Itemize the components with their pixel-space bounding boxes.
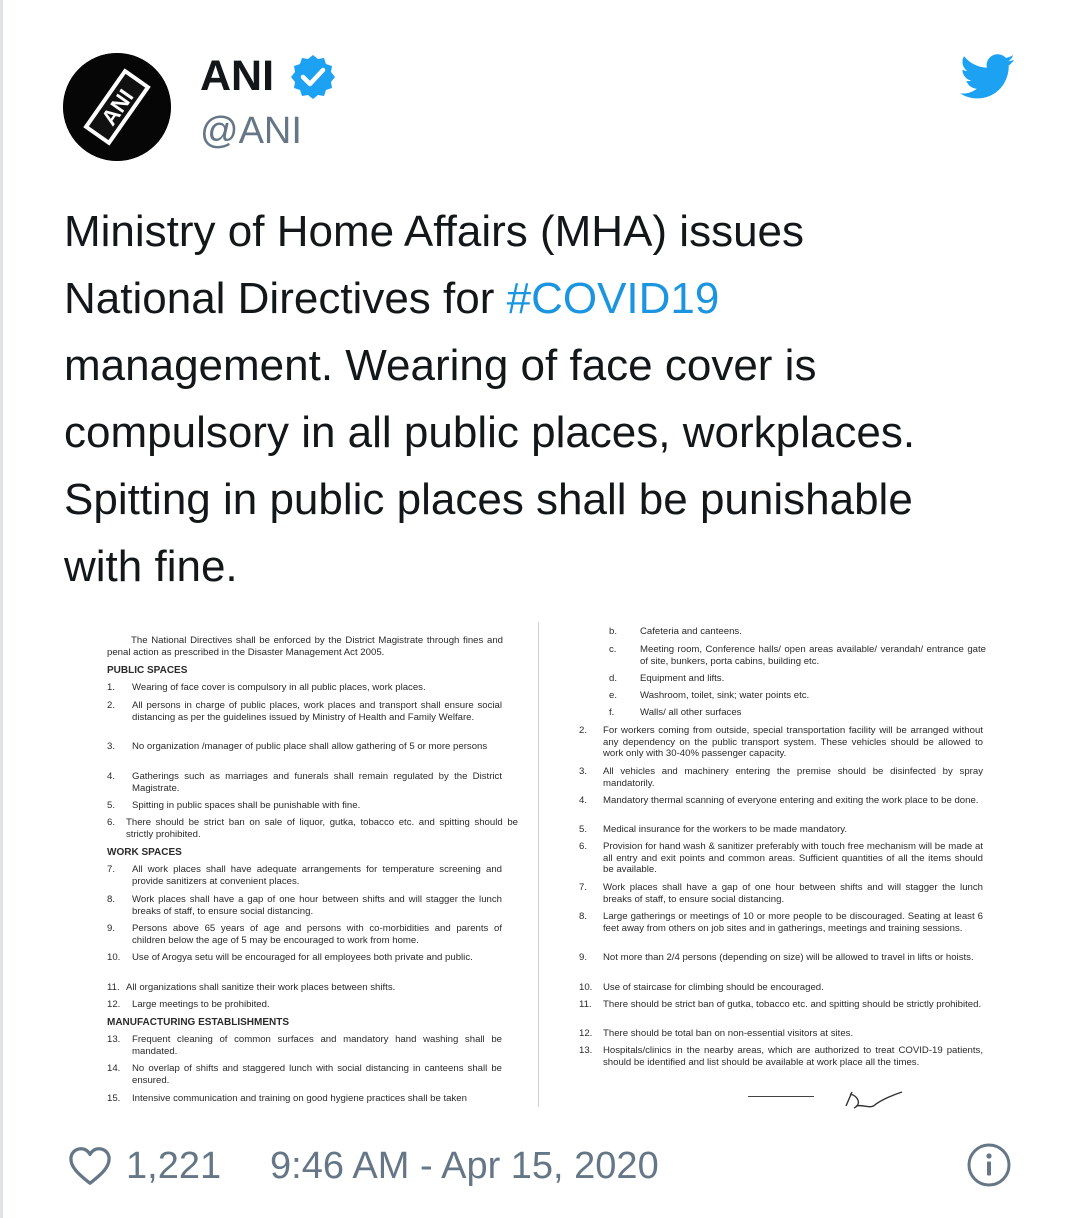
item-text: Mandatory thermal scanning of everyone entering and exiting the work place to be done. bbox=[603, 795, 979, 806]
item-text: Not more than 2/4 persons (depending on size) will be allowed to travel in lifts or hoists. bbox=[603, 952, 974, 963]
item-text: Large gatherings or meetings of 10 or more people to be discouraged. Seating at least 6 feet away from others on job sites and in gatherings, meetings and training sessions. bbox=[603, 911, 983, 934]
item-number: 10. bbox=[107, 952, 121, 963]
item-text: Washroom, toilet, sink; water points etc. bbox=[640, 690, 810, 701]
tweet-text bbox=[64, 198, 1024, 600]
item-text: Intensive communication and training on good hygiene practices shall be taken bbox=[132, 1093, 467, 1104]
item-text: Use of staircase for climbing should be encouraged. bbox=[603, 982, 824, 993]
item-text: Large meetings to be prohibited. bbox=[132, 999, 270, 1010]
item-number: 15. bbox=[107, 1093, 121, 1104]
section-heading: WORK SPACES bbox=[107, 847, 182, 858]
heart-icon[interactable] bbox=[68, 1146, 112, 1186]
item-text: All work places shall have adequate arrangements for temperature screening and provide sanitizers at convenient places. bbox=[132, 864, 502, 887]
item-text: All persons in charge of public places, work places and transport shall ensure social distancing as per the guidelines issued by Ministry of Health and Family Welfare. bbox=[132, 700, 502, 723]
svg-text:ANI: ANI bbox=[96, 84, 139, 130]
item-number: 3. bbox=[579, 766, 588, 777]
avatar[interactable] bbox=[63, 53, 171, 161]
item-text: Gatherings such as marriages and funerals shall remain regulated by the District Magistrate. bbox=[132, 771, 502, 794]
section-heading: PUBLIC SPACES bbox=[107, 665, 188, 676]
item-text: Provision for hand wash & sanitizer preferably with touch free mechanism will be made at all entry and exit points and common areas. Sufficient quantities of all the items should be available. bbox=[603, 841, 983, 875]
like-count[interactable]: 1,221 bbox=[126, 1145, 222, 1187]
item-number: 11. bbox=[107, 982, 120, 993]
tweet-line-text: National Directives for bbox=[64, 274, 507, 323]
tweet-line: Spitting in public places shall be punishable bbox=[64, 475, 913, 524]
tweet-line: compulsory in all public places, workplaces. bbox=[64, 408, 916, 457]
item-text: Persons above 65 years of age and persons with co-morbidities and parents of children below the age of 5 may be encouraged to work from home. bbox=[132, 923, 502, 946]
item-number: 6. bbox=[107, 817, 116, 828]
item-text: Work places shall have a gap of one hour between shifts and will stagger the lunch breaks of staff, to ensure social distancing. bbox=[132, 894, 502, 917]
item-number: b. bbox=[609, 626, 618, 637]
item-text: Meeting room, Conference halls/ open areas available/ verandah/ entrance gate of site, bunkers, porta cabins, building etc. bbox=[640, 644, 986, 667]
item-number: 5. bbox=[107, 800, 116, 811]
item-number: 12. bbox=[579, 1028, 593, 1039]
item-number: 13. bbox=[579, 1045, 593, 1056]
tweet-line: with fine. bbox=[64, 542, 238, 591]
item-number: f. bbox=[609, 707, 615, 718]
column-divider bbox=[538, 622, 539, 1107]
item-text: Walls/ all other surfaces bbox=[640, 707, 742, 718]
item-text: Spitting in public spaces shall be punishable with fine. bbox=[132, 800, 361, 811]
item-text: Work places shall have a gap of one hour between shifts and will stagger the lunch breaks of staff, to ensure social distancing. bbox=[603, 882, 983, 905]
item-number: 9. bbox=[107, 923, 116, 934]
item-text: All organizations shall sanitize their work places between shifts. bbox=[126, 982, 396, 993]
item-text: Frequent cleaning of common surfaces and mandatory hand washing shall be mandated. bbox=[132, 1034, 502, 1057]
item-number: 2. bbox=[107, 700, 116, 711]
signature-mark bbox=[842, 1086, 912, 1112]
item-number: c. bbox=[609, 644, 617, 655]
item-text: There should be strict ban of gutka, tobacco etc. and spitting should be strictly prohibited. bbox=[603, 999, 982, 1010]
verified-badge-icon bbox=[289, 53, 337, 101]
tweet-timestamp[interactable]: 9:46 AM - Apr 15, 2020 bbox=[270, 1145, 659, 1187]
item-number: d. bbox=[609, 673, 618, 684]
item-text: For workers coming from outside, special transportation facility will be arranged without any dependency on the public transport system. These vehicles should be allowed to work only with 30-40% passenger capacity. bbox=[603, 725, 983, 759]
item-text: No overlap of shifts and staggered lunch with social distancing in canteens shall be ensured. bbox=[132, 1063, 502, 1086]
item-text: There should be total ban on non-essential visitors at sites. bbox=[603, 1028, 854, 1039]
item-number: 2. bbox=[579, 725, 588, 736]
item-number: 10. bbox=[579, 982, 593, 993]
account-handle[interactable]: @ANI bbox=[200, 110, 302, 152]
item-text: All vehicles and machinery entering the premise should be disinfected by spray mandatorily. bbox=[603, 766, 983, 789]
item-number: 8. bbox=[579, 911, 588, 922]
hashtag-link[interactable]: #COVID19 bbox=[506, 274, 720, 323]
document-intro: The National Directives shall be enforced by the District Magistrate through fines and penal action as prescribed in the Disaster Management Act 2005. bbox=[107, 635, 503, 658]
item-text: No organization /manager of public place shall allow gathering of 5 or more persons bbox=[132, 741, 488, 752]
item-text: Wearing of face cover is compulsory in all public places, work places. bbox=[132, 682, 426, 693]
item-text: Cafeteria and canteens. bbox=[640, 626, 742, 637]
item-number: 6. bbox=[579, 841, 588, 852]
item-text: Hospitals/clinics in the nearby areas, which are authorized to treat COVID-19 patients, should be identified and list should be available at work place all the times. bbox=[603, 1045, 983, 1068]
signature-line bbox=[748, 1096, 814, 1097]
item-number: 4. bbox=[579, 795, 588, 806]
item-number: 7. bbox=[579, 882, 588, 893]
item-text: Medical insurance for the workers to be made mandatory. bbox=[603, 824, 848, 835]
info-icon[interactable] bbox=[966, 1142, 1012, 1188]
item-number: 13. bbox=[107, 1034, 121, 1045]
ani-logo bbox=[63, 53, 171, 161]
item-number: e. bbox=[609, 690, 618, 701]
tweet-line bbox=[64, 265, 1024, 332]
timeline-border bbox=[0, 0, 3, 1218]
item-number: 3. bbox=[107, 741, 116, 752]
item-text: Equipment and lifts. bbox=[640, 673, 725, 684]
item-text: Use of Arogya setu will be encouraged for all employees both private and public. bbox=[132, 952, 473, 963]
account-name[interactable]: ANI bbox=[200, 52, 275, 100]
item-number: 4. bbox=[107, 771, 116, 782]
section-heading: MANUFACTURING ESTABLISHMENTS bbox=[107, 1017, 290, 1028]
tweet-line: Ministry of Home Affairs (MHA) issues bbox=[64, 207, 805, 256]
attached-document-image[interactable] bbox=[60, 620, 1010, 1110]
item-number: 9. bbox=[579, 952, 588, 963]
item-number: 1. bbox=[107, 682, 116, 693]
item-number: 8. bbox=[107, 894, 116, 905]
item-number: 12. bbox=[107, 999, 121, 1010]
item-number: 14. bbox=[107, 1063, 121, 1074]
item-number: 7. bbox=[107, 864, 116, 875]
item-text: There should be strict ban on sale of liquor, gutka, tobacco etc. and spitting should be strictly prohibited. bbox=[126, 817, 518, 840]
tweet-line: management. Wearing of face cover is bbox=[64, 341, 817, 390]
twitter-bird-icon[interactable] bbox=[960, 54, 1016, 100]
item-number: 5. bbox=[579, 824, 588, 835]
item-number: 11. bbox=[579, 999, 592, 1010]
